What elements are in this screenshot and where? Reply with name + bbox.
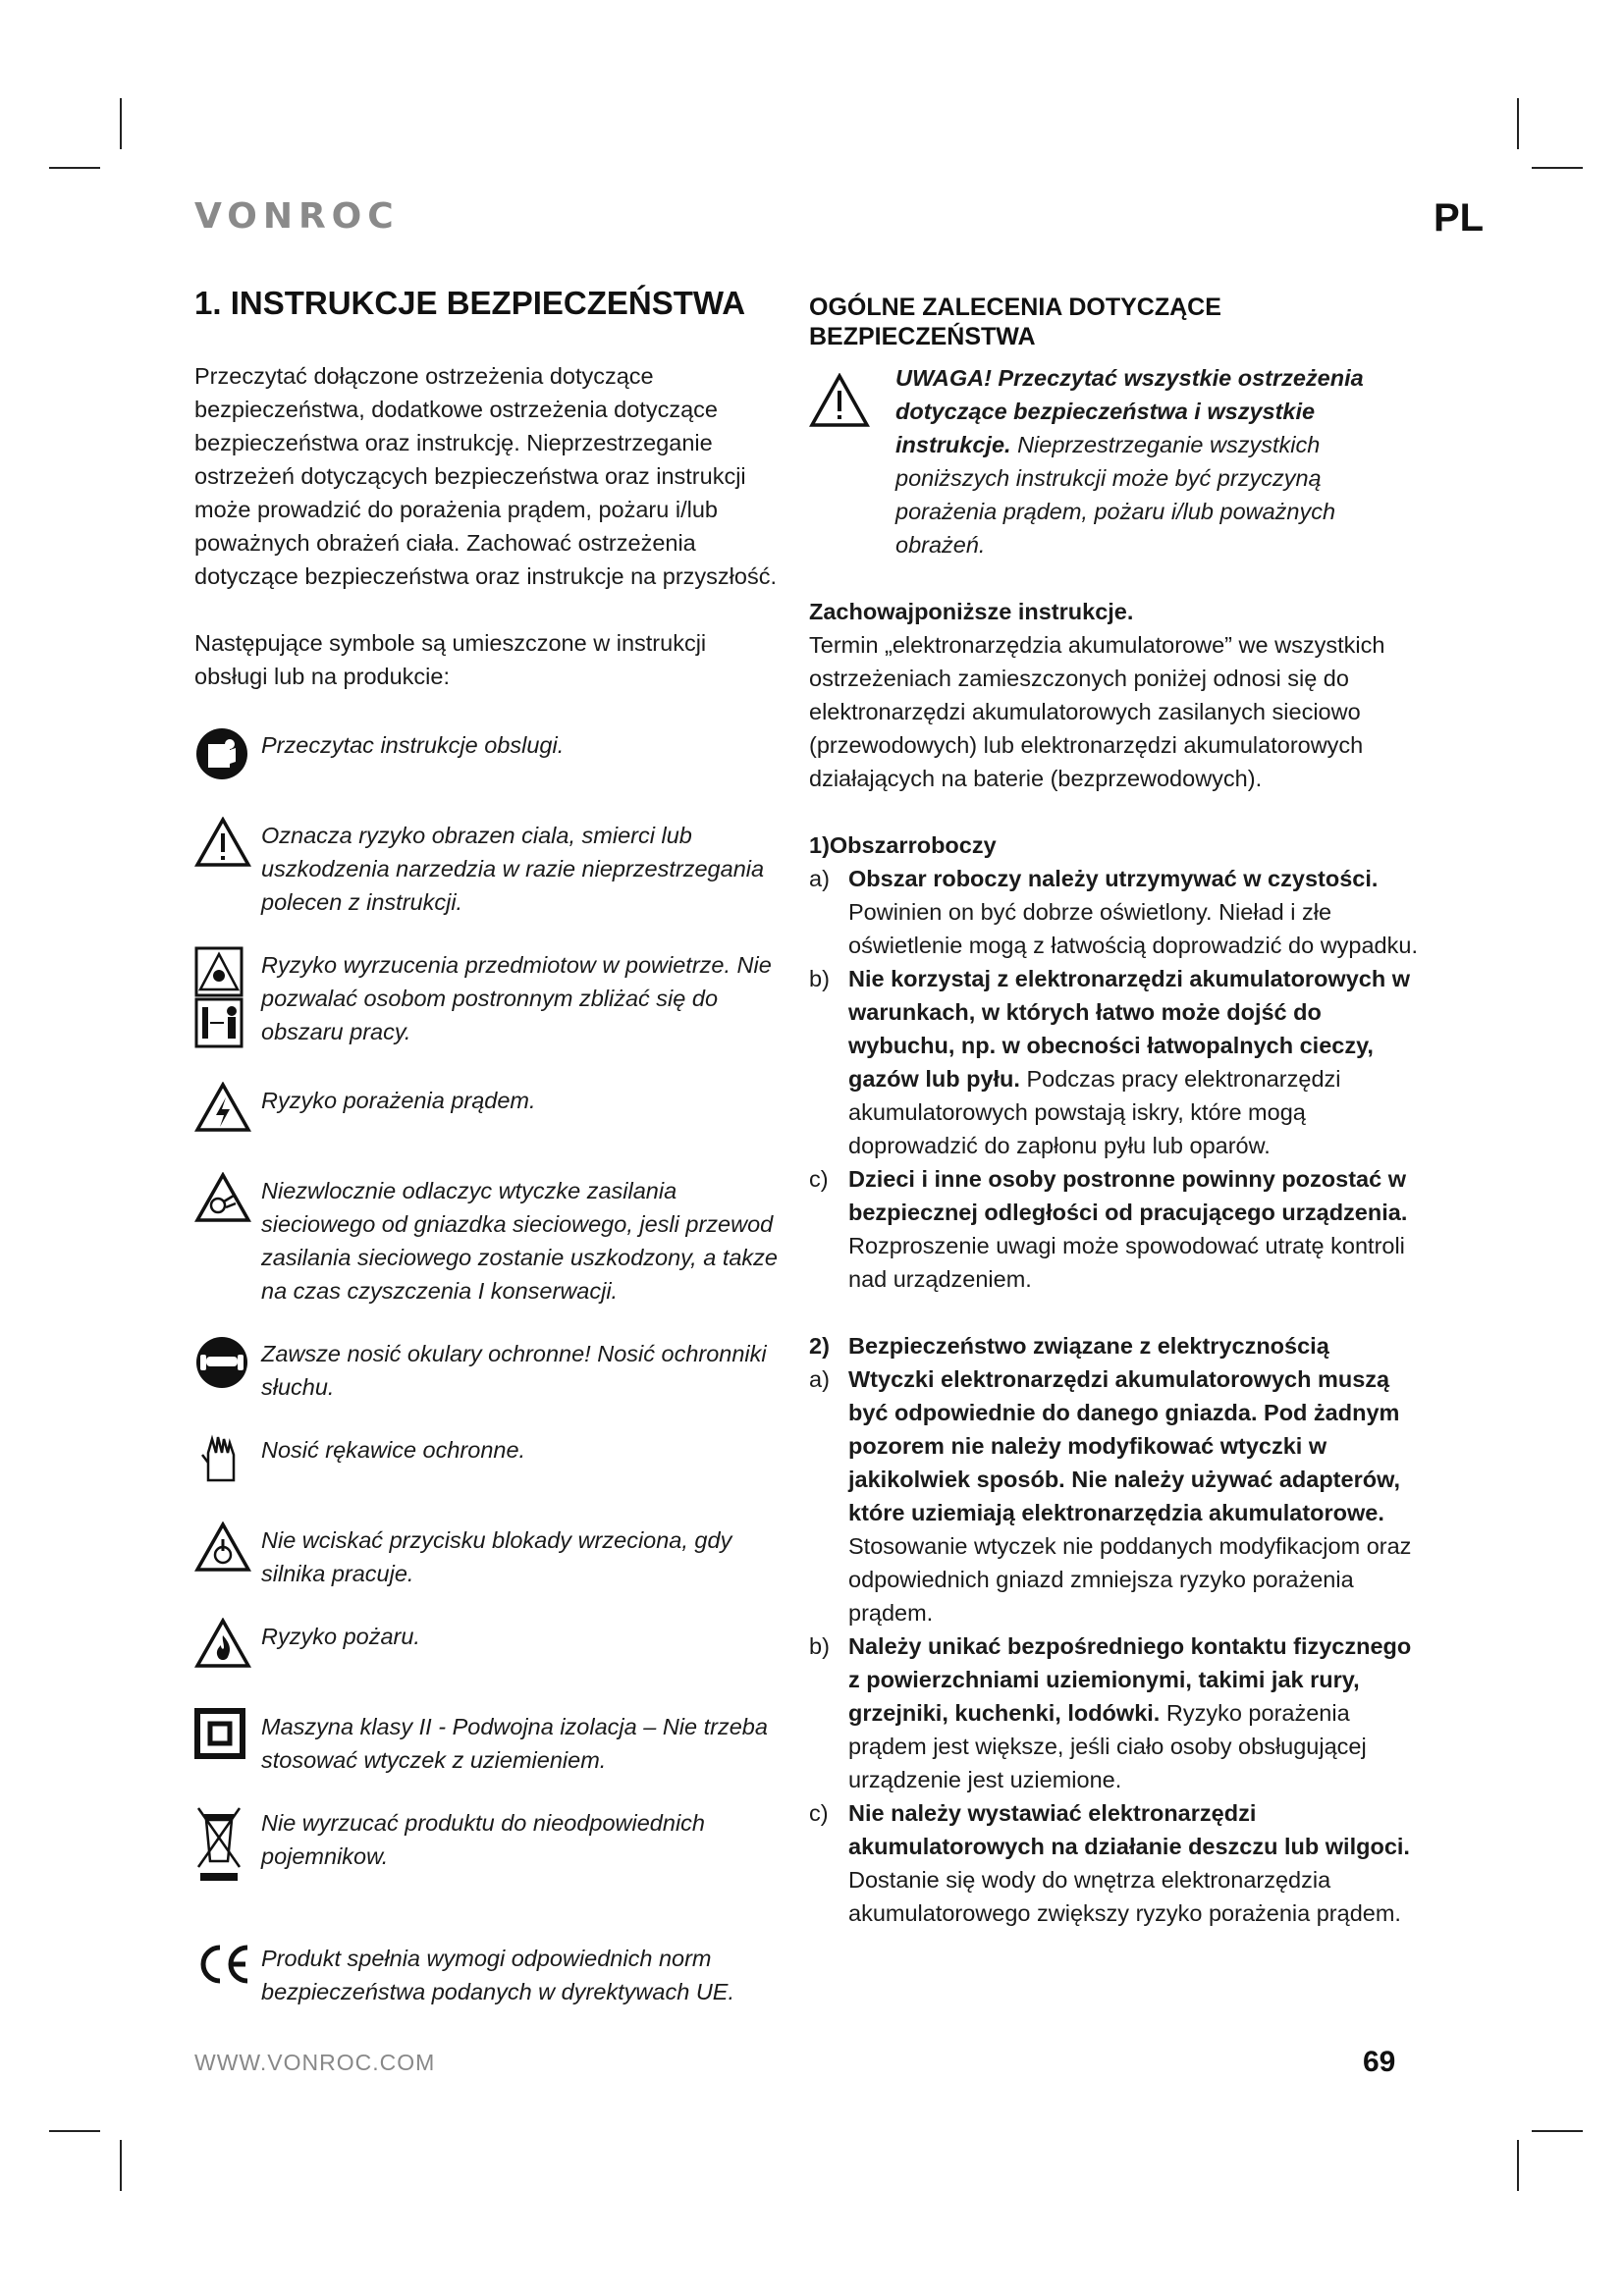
section-title: 1. INSTRUKCJE BEZPIECZEŃSTWA (194, 285, 746, 321)
goggles-earmuffs-icon (194, 1335, 261, 1398)
list-item: a) Wtyczki elektronarzędzi akumulatorowych muszą być odpowiednie do danego gniazda. Pod żadnym pozorem nie należy modyfikować wtyczki w jakikolwiek sposób. Nie należy używać adapterów, które uziemiają elektronarzędzia akumulatorowe. Stosowanie wtyczek nie poddanych modyfikacjom oraz odpowiednich gniazd zmniejsza ryzyko porażenia prądem. (809, 1366, 1412, 1626)
work-area-title: 1)Obszarroboczy (809, 832, 997, 858)
list-item: c) Nie należy wystawiać elektronarzędzi akumulatorowych na działanie deszczu lub wilgoci. Dostanie się wody do wnętrza elektronarzędzia akumulatorowego zwiększy ryzyko porażenia prądem. (809, 1800, 1410, 1926)
warning-notice (809, 361, 1428, 561)
spindle-lock-icon (194, 1522, 261, 1584)
symbol-item (194, 726, 784, 789)
intro-paragraph: Przeczytać dołączone ostrzeżenia dotyczące bezpieczeństwa, dodatkowe ostrzeżenia dotyczące bezpieczeństwa oraz instrukcję. Nieprzestrzeganie ostrzeżeń dotyczących bezpieczeństwa oraz instrukcji może prowadzić do porażenia prądem, pożaru i/lub poważnych obrażeń ciała. Zachować ostrzeżenia dotyczące bezpieczeństwa oraz instrukcje na przyszłość. (194, 362, 777, 589)
symbol-item (194, 1172, 784, 1308)
unplug-icon (194, 1172, 261, 1235)
symbol-text: Maszyna klasy II - Podwojna izolacja – Nie trzeba stosować wtyczek z uziemieniem. (261, 1713, 768, 1773)
symbol-item (194, 817, 784, 919)
crop-mark (1517, 98, 1519, 149)
crop-mark (1517, 2140, 1519, 2191)
crop-mark (49, 167, 100, 169)
list-item: b) Nie korzystaj z elektronarzędzi akumulatorowych w warunkach, w których łatwo może dojść do wybuchu, np. w obecności łatwopalnych cieczy, gazów lub pyłu. Podczas pracy elektronarzędzi akumulatorowych powstają iskry, które mogą doprowadzić do zapłonu pyłu lub oparów. (809, 966, 1411, 1158)
gloves-icon (194, 1431, 261, 1494)
symbol-item (194, 1618, 784, 1681)
symbol-item (194, 946, 784, 1054)
symbol-text: Nie wyrzucać produktu do nieodpowiednich pojemnikow. (261, 1809, 705, 1869)
list-item: b) Należy unikać bezpośredniego kontaktu fizycznego z powierzchniami uziemionymi, takimi jak rury, grzejniki, kuchenki, lodówki. Ryzyko porażenia prądem jest większe, jeśli ciało osoby obsługującej urządzenie jest uziemione. (809, 1633, 1412, 1792)
left-column (194, 285, 784, 2036)
symbol-text: Zawsze nosić okulary ochronne! Nosić ochronniki słuchu. (261, 1340, 767, 1400)
symbol-text: Niezwlocznie odlaczyc wtyczke zasilania sieciowego od gniazdka sieciowego, jesli przewod zasilania sieciowego zostanie uszkodzony, a takze na czas czyszczenia I konserwacji. (261, 1177, 778, 1304)
electrical-safety-section (809, 1329, 1428, 1930)
warning-icon (194, 817, 261, 880)
symbol-text: Nosić rękawice ochronne. (261, 1436, 526, 1463)
symbol-text: Nie wciskać przycisku blokady wrzeciona, gdy silnika pracuje. (261, 1526, 732, 1586)
symbol-item (194, 1431, 784, 1494)
symbol-text: Ryzyko wyrzucenia przedmiotow w powietrze. Nie pozwalać osobom postronnym zbliżać się do obszaru pracy. (261, 951, 772, 1044)
ce-mark-icon (194, 1940, 261, 2002)
symbol-text: Ryzyko porażenia prądem. (261, 1087, 536, 1113)
right-column (809, 285, 1428, 1963)
read-manual-icon (194, 726, 261, 789)
electric-shock-icon (194, 1082, 261, 1145)
electrical-safety-title: 2) Bezpieczeństwo związane z elektrycznością (809, 1333, 1329, 1359)
work-area-section (809, 828, 1428, 1296)
weee-bin-icon (194, 1804, 261, 1912)
fire-icon (194, 1618, 261, 1681)
list-item: a) Obszar roboczy należy utrzymywać w czystości. Powinien on być dobrze oświetlony. Nieład i złe oświetlenie mogą z łatwością doprowadzić do wypadku. (809, 866, 1418, 958)
footer-url: WWW.VONROC.COM (194, 2050, 436, 2075)
warning-text: UWAGA! Przeczytać wszystkie ostrzeżenia dotyczące bezpieczeństwa i wszystkie instrukcje. Nieprzestrzeganie wszystkich poniższych instrukcji może być przyczyną porażenia prądem, pożaru i/lub poważnych obrażeń. (895, 365, 1364, 558)
symbol-item (194, 1335, 784, 1404)
symbol-text: Oznacza ryzyko obrazen ciala, smierci lub uszkodzenia narzedzia w razie nieprzestrzegania polecen z instrukcji. (261, 822, 765, 915)
brand-logo: VONROC (194, 196, 400, 237)
symbol-text: Przeczytac instrukcje obslugi. (261, 731, 565, 758)
crop-mark (49, 2130, 100, 2132)
language-code: PL (1434, 196, 1485, 240)
keep-instructions-heading: Zachowajponiższe instrukcje. (809, 599, 1134, 624)
symbol-text: Ryzyko pożaru. (261, 1623, 420, 1649)
symbol-text: Produkt spełnia wymogi odpowiednich norm bezpieczeństwa podanych w dyrektywach UE. (261, 1945, 734, 2004)
list-item: c) Dzieci i inne osoby postronne powinny pozostać w bezpiecznej odległości od pracującego urządzenia. Rozproszenie uwagi może spowodować utratę kontroli nad urządzeniem. (809, 1166, 1408, 1292)
term-paragraph: Termin „elektronarzędzia akumulatorowe” we wszystkich ostrzeżeniach zamieszczonych poniżej odnosi się do elektronarzędzi akumulatorowych zasilanych sieciowo (przewodowych) lub elektronarzędzi akumulatorowych działających na baterie (bezprzewodowych). (809, 632, 1385, 791)
crop-mark (120, 2140, 122, 2191)
flying-objects-icon (194, 946, 261, 1054)
page-number: 69 (1363, 2046, 1396, 2078)
symbol-item (194, 1940, 784, 2008)
crop-mark (120, 98, 122, 149)
crop-mark (1532, 167, 1583, 169)
symbol-item (194, 1708, 784, 1777)
symbol-item (194, 1082, 784, 1145)
symbol-item (194, 1804, 784, 1912)
double-insulation-icon (194, 1708, 261, 1771)
warning-icon (809, 361, 895, 433)
symbols-intro: Następujące symbole są umieszczone w instrukcji obsługi lub na produkcie: (194, 629, 707, 689)
symbol-item (194, 1522, 784, 1590)
crop-mark (1532, 2130, 1583, 2132)
general-safety-title: OGÓLNE ZALECENIA DOTYCZĄCE BEZPIECZEŃSTWA (809, 294, 1221, 350)
symbol-list (194, 726, 784, 2008)
